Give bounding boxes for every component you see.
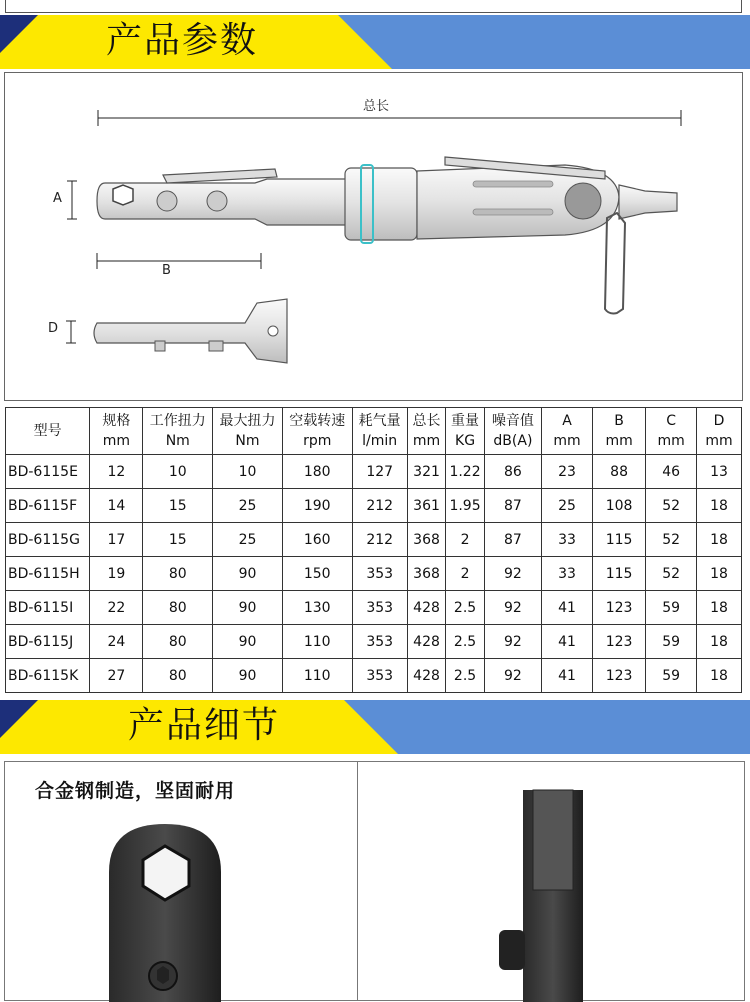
table-cell: 110 bbox=[282, 625, 352, 659]
dimension-d-label: D bbox=[48, 321, 59, 336]
table-cell: 90 bbox=[213, 659, 283, 693]
table-cell: BD-6115H bbox=[6, 557, 90, 591]
dimension-a-label: A bbox=[53, 191, 62, 206]
table-cell: 127 bbox=[352, 455, 407, 489]
top-frame-edge bbox=[5, 0, 742, 13]
table-cell: 52 bbox=[646, 557, 697, 591]
table-cell: 2.5 bbox=[446, 591, 485, 625]
table-cell: 33 bbox=[542, 557, 593, 591]
header-noise: 噪音值 dB(A) bbox=[484, 408, 541, 455]
detail-caption: 合金钢制造，坚固耐用 bbox=[35, 780, 236, 802]
table-cell: 92 bbox=[484, 659, 541, 693]
banner-corner-accent bbox=[0, 700, 38, 738]
table-cell: 88 bbox=[593, 455, 646, 489]
table-cell: 25 bbox=[213, 489, 283, 523]
table-cell: 59 bbox=[646, 625, 697, 659]
table-cell: 428 bbox=[407, 591, 446, 625]
table-cell: 368 bbox=[407, 557, 446, 591]
table-cell: 15 bbox=[143, 489, 213, 523]
table-cell: 41 bbox=[542, 625, 593, 659]
table-cell: 212 bbox=[352, 489, 407, 523]
table-cell: 17 bbox=[90, 523, 143, 557]
table-cell: BD-6115F bbox=[6, 489, 90, 523]
table-cell: 115 bbox=[593, 557, 646, 591]
table-row bbox=[6, 557, 742, 591]
table-cell: 80 bbox=[143, 625, 213, 659]
table-cell: 13 bbox=[697, 455, 742, 489]
params-section-banner bbox=[0, 15, 750, 69]
header-working-torque: 工作扭力 Nm bbox=[143, 408, 213, 455]
table-cell: 86 bbox=[484, 455, 541, 489]
header-dim-d: D mm bbox=[697, 408, 742, 455]
table-cell: 361 bbox=[407, 489, 446, 523]
header-weight: 重量 KG bbox=[446, 408, 485, 455]
table-cell: 90 bbox=[213, 591, 283, 625]
table-cell: BD-6115I bbox=[6, 591, 90, 625]
table-cell: 52 bbox=[646, 489, 697, 523]
table-cell: 41 bbox=[542, 659, 593, 693]
header-air-consumption: 耗气量 l/min bbox=[352, 408, 407, 455]
table-cell: 353 bbox=[352, 557, 407, 591]
table-cell: 25 bbox=[213, 523, 283, 557]
header-dim-a: A mm bbox=[542, 408, 593, 455]
table-cell: 33 bbox=[542, 523, 593, 557]
table-cell: 18 bbox=[697, 659, 742, 693]
table-cell: 22 bbox=[90, 591, 143, 625]
table-cell: 2 bbox=[446, 557, 485, 591]
table-cell: 14 bbox=[90, 489, 143, 523]
table-row bbox=[6, 523, 742, 557]
table-cell: 2.5 bbox=[446, 659, 485, 693]
table-cell: 92 bbox=[484, 625, 541, 659]
table-cell: 24 bbox=[90, 625, 143, 659]
table-cell: 10 bbox=[143, 455, 213, 489]
table-cell: 15 bbox=[143, 523, 213, 557]
header-model: 型号 bbox=[6, 408, 90, 455]
table-cell: 18 bbox=[697, 489, 742, 523]
table-cell: 428 bbox=[407, 659, 446, 693]
table-cell: 123 bbox=[593, 659, 646, 693]
table-cell: 90 bbox=[213, 625, 283, 659]
table-cell: 123 bbox=[593, 591, 646, 625]
header-max-torque: 最大扭力 Nm bbox=[213, 408, 283, 455]
table-row bbox=[6, 659, 742, 693]
table-cell: 353 bbox=[352, 659, 407, 693]
table-cell: BD-6115J bbox=[6, 625, 90, 659]
table-cell: BD-6115K bbox=[6, 659, 90, 693]
table-cell: BD-6115E bbox=[6, 455, 90, 489]
table-row bbox=[6, 591, 742, 625]
table-cell: 160 bbox=[282, 523, 352, 557]
table-cell: BD-6115G bbox=[6, 523, 90, 557]
dimension-b-label: B bbox=[162, 263, 171, 278]
table-cell: 130 bbox=[282, 591, 352, 625]
table-cell: 25 bbox=[542, 489, 593, 523]
table-cell: 180 bbox=[282, 455, 352, 489]
table-cell: 212 bbox=[352, 523, 407, 557]
dimension-diagram bbox=[4, 72, 743, 401]
banner-corner-accent bbox=[0, 15, 38, 53]
params-section-title: 产品参数 bbox=[106, 20, 259, 61]
table-cell: 92 bbox=[484, 591, 541, 625]
table-cell: 428 bbox=[407, 625, 446, 659]
table-cell: 80 bbox=[143, 557, 213, 591]
table-row bbox=[6, 455, 742, 489]
header-total-length: 总长 mm bbox=[407, 408, 446, 455]
table-cell: 1.22 bbox=[446, 455, 485, 489]
table-cell: 190 bbox=[282, 489, 352, 523]
table-cell: 52 bbox=[646, 523, 697, 557]
table-cell: 18 bbox=[697, 591, 742, 625]
table-cell: 23 bbox=[542, 455, 593, 489]
table-cell: 46 bbox=[646, 455, 697, 489]
table-cell: 110 bbox=[282, 659, 352, 693]
header-dim-c: C mm bbox=[646, 408, 697, 455]
total-length-label: 总长 bbox=[363, 99, 390, 114]
table-cell: 12 bbox=[90, 455, 143, 489]
table-cell: 2.5 bbox=[446, 625, 485, 659]
details-panel bbox=[4, 761, 745, 1001]
table-cell: 123 bbox=[593, 625, 646, 659]
table-cell: 353 bbox=[352, 591, 407, 625]
table-cell: 59 bbox=[646, 591, 697, 625]
header-free-speed: 空载转速 rpm bbox=[282, 408, 352, 455]
table-cell: 2 bbox=[446, 523, 485, 557]
table-cell: 18 bbox=[697, 557, 742, 591]
table-cell: 87 bbox=[484, 489, 541, 523]
table-cell: 92 bbox=[484, 557, 541, 591]
table-row bbox=[6, 625, 742, 659]
table-cell: 80 bbox=[143, 591, 213, 625]
table-cell: 18 bbox=[697, 523, 742, 557]
header-size: 规格 mm bbox=[90, 408, 143, 455]
details-section-title: 产品细节 bbox=[128, 705, 281, 746]
spec-table bbox=[5, 407, 742, 693]
table-cell: 41 bbox=[542, 591, 593, 625]
table-cell: 19 bbox=[90, 557, 143, 591]
table-cell: 90 bbox=[213, 557, 283, 591]
table-cell: 10 bbox=[213, 455, 283, 489]
table-cell: 80 bbox=[143, 659, 213, 693]
table-cell: 27 bbox=[90, 659, 143, 693]
header-dim-b: B mm bbox=[593, 408, 646, 455]
table-cell: 18 bbox=[697, 625, 742, 659]
table-cell: 115 bbox=[593, 523, 646, 557]
table-cell: 59 bbox=[646, 659, 697, 693]
detail-photos bbox=[5, 762, 746, 1002]
details-section-banner bbox=[0, 700, 750, 754]
table-cell: 368 bbox=[407, 523, 446, 557]
table-cell: 108 bbox=[593, 489, 646, 523]
table-cell: 87 bbox=[484, 523, 541, 557]
table-cell: 150 bbox=[282, 557, 352, 591]
table-cell: 1.95 bbox=[446, 489, 485, 523]
table-cell: 353 bbox=[352, 625, 407, 659]
spec-table-header-row bbox=[6, 408, 742, 455]
table-row bbox=[6, 489, 742, 523]
table-cell: 321 bbox=[407, 455, 446, 489]
tool-drawing bbox=[5, 73, 742, 400]
